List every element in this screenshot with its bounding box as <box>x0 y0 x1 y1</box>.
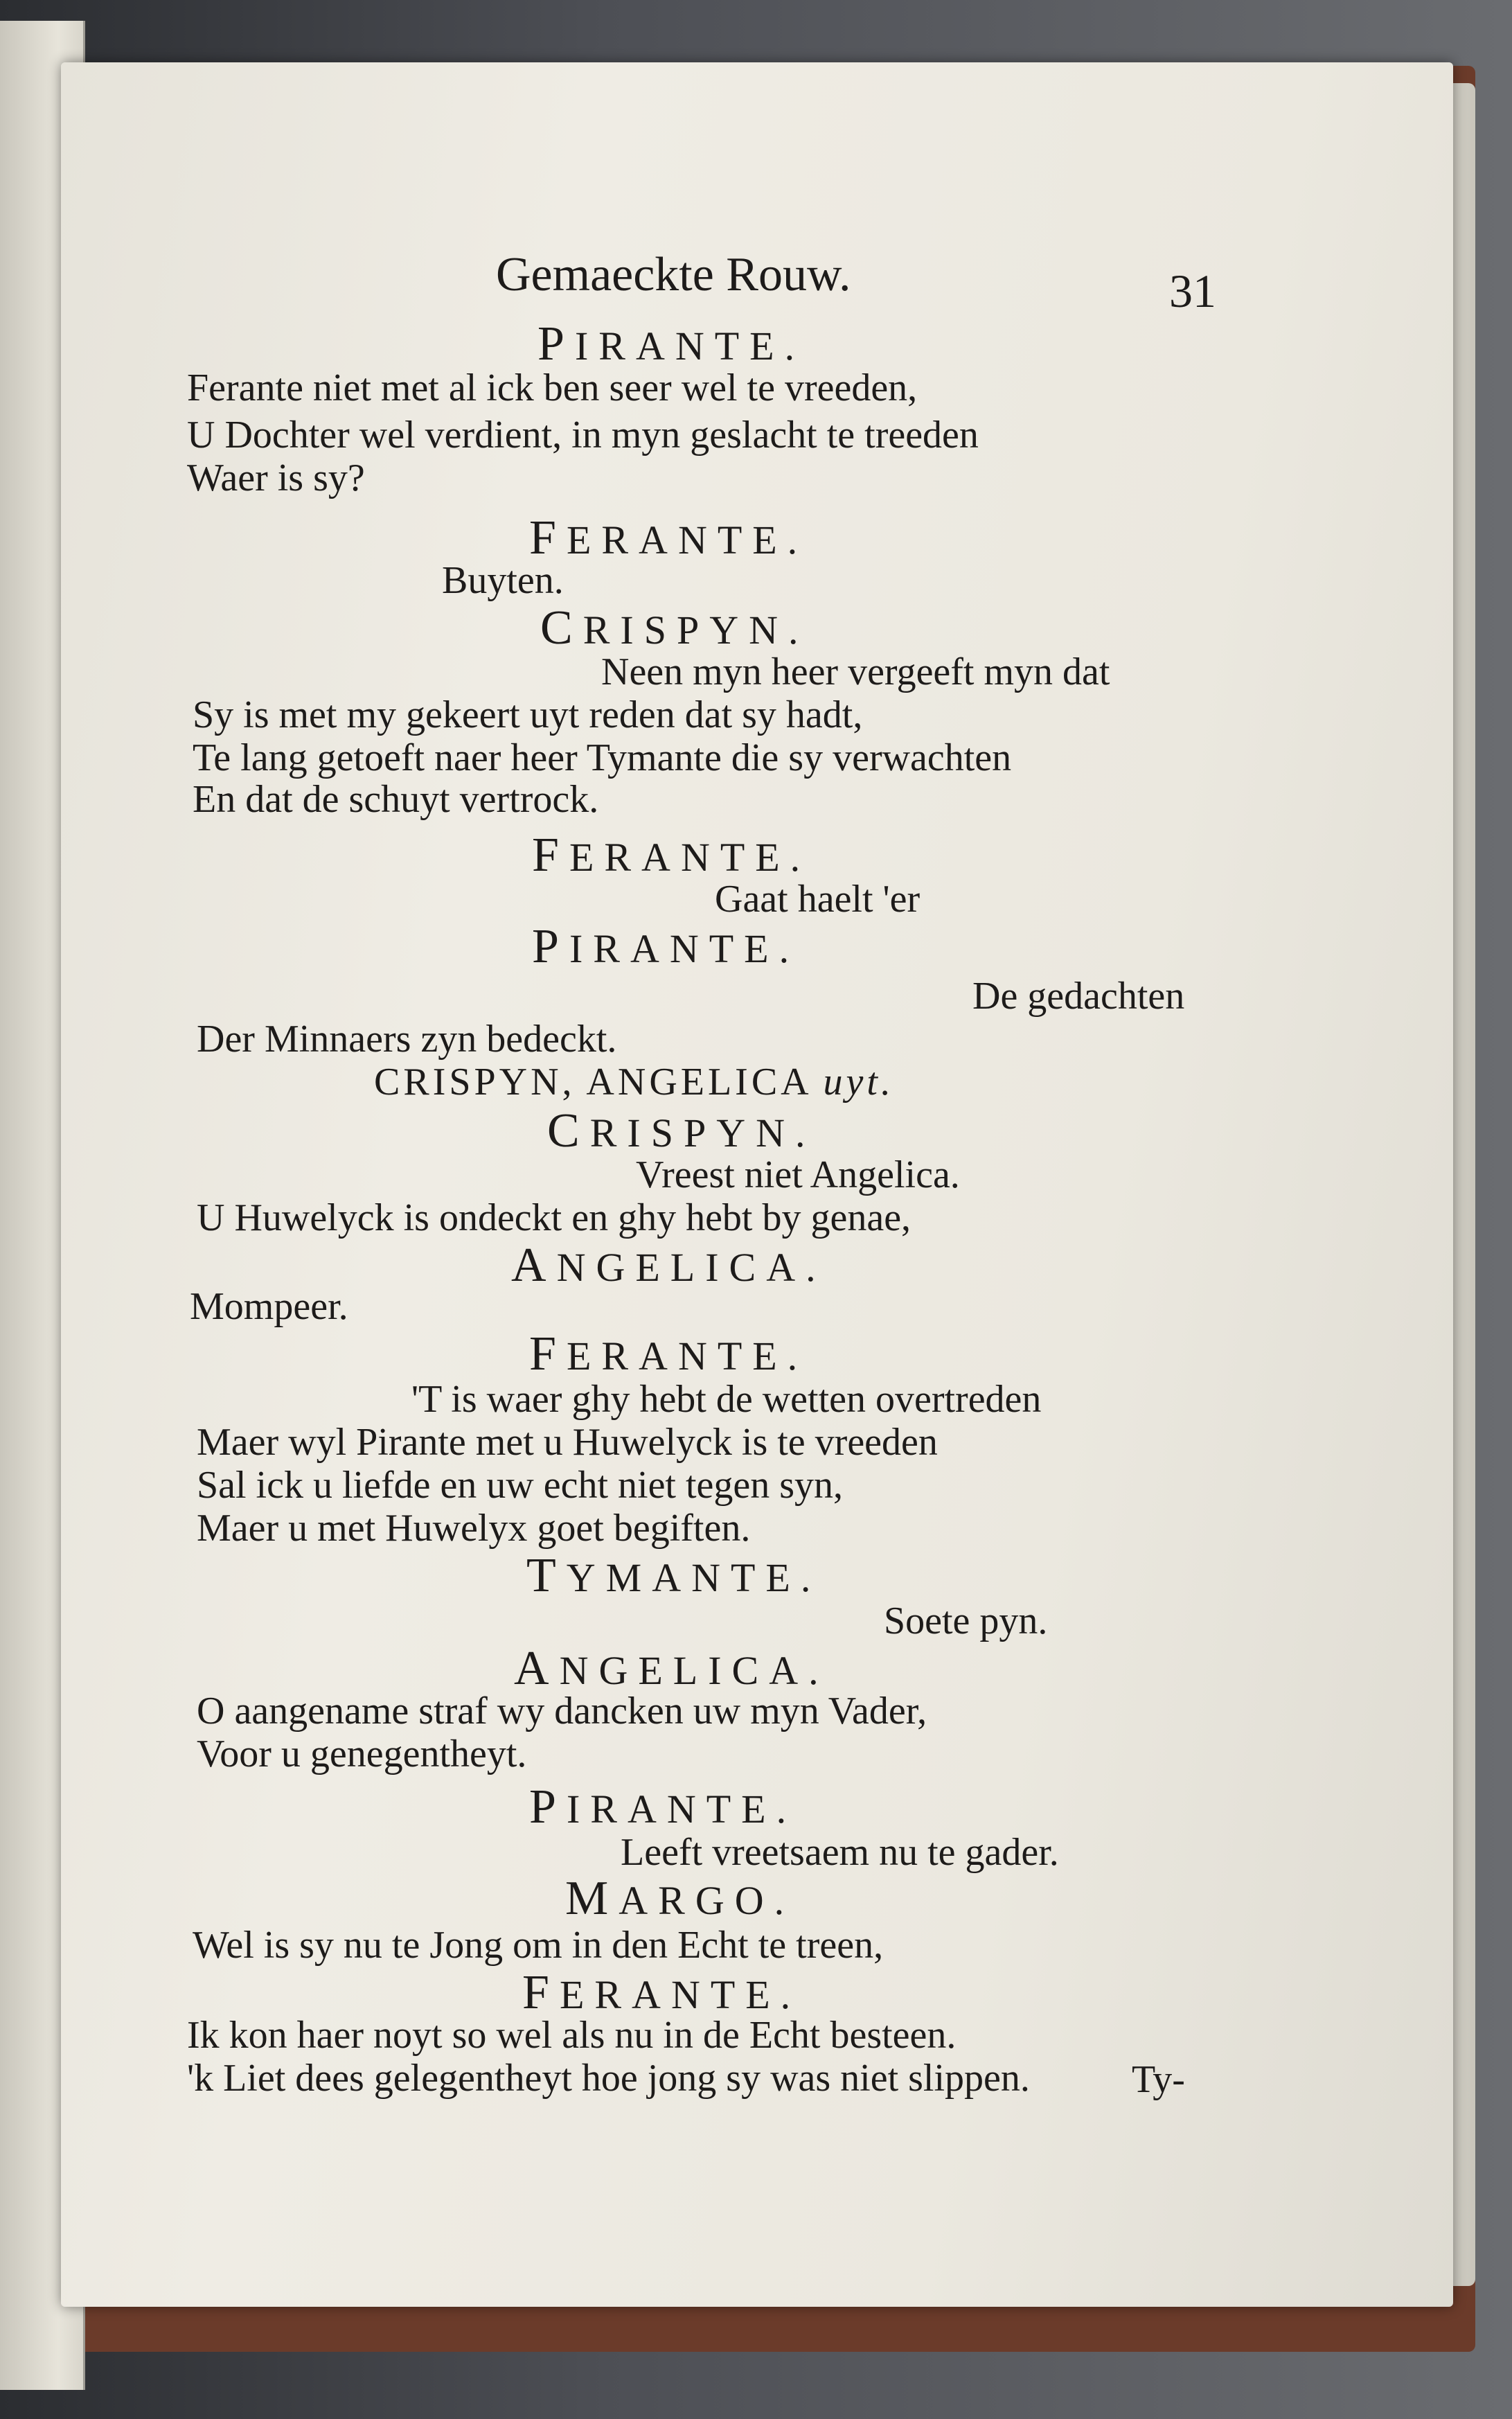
speaker-heading: FERANTE. <box>532 829 811 882</box>
verse-line: En dat de schuyt vertrock. <box>193 778 599 821</box>
verse-line: U Dochter wel verdient, in myn geslacht te treeden <box>187 414 979 457</box>
verse-line: Gaat haelt 'er <box>715 878 920 921</box>
verse-line: O aangename straf wy dancken uw myn Vader, <box>197 1690 927 1733</box>
verse-line: Der Minnaers zyn bedeckt. <box>197 1018 617 1061</box>
speaker-heading: MARGO. <box>565 1872 795 1925</box>
verse-line: Leeft vreetsaem nu te gader. <box>621 1831 1059 1874</box>
verse-line: Ferante niet met al ick ben seer wel te vreeden, <box>187 366 918 409</box>
verse-line: Te lang getoeft naer heer Tymante die sy verwachten <box>193 736 1012 779</box>
speaker-heading: FERANTE. <box>529 511 808 565</box>
verse-line: Voor u genegentheyt. <box>197 1733 527 1775</box>
stage-direction: CRISPYN, ANGELICA uyt. <box>374 1061 894 1104</box>
speaker-heading: CRISPYN. <box>547 1104 816 1158</box>
speaker-heading: PIRANTE. <box>537 317 806 371</box>
verse-line: Ik kon haer noyt so wel als nu in de Echt besteen. <box>187 2014 957 2057</box>
verse-line: Wel is sy nu te Jong om in den Echt te treen, <box>193 1924 884 1967</box>
verse-line: Sal ick u liefde en uw echt niet tegen syn, <box>197 1464 844 1507</box>
verse-line: De gedachten <box>972 975 1185 1018</box>
speaker-heading: PIRANTE. <box>532 920 800 973</box>
speaker-heading: FERANTE. <box>522 1966 801 2019</box>
verse-line: Soete pyn. <box>884 1600 1048 1642</box>
verse-line: Neen myn heer vergeeft myn dat <box>601 650 1110 693</box>
running-header: Gemaeckte Rouw. <box>496 248 851 301</box>
verse-line: Mompeer. <box>190 1285 348 1328</box>
verse-line: Sy is met my gekeert uyt reden dat sy hadt, <box>193 693 863 736</box>
speaker-heading: TYMANTE. <box>526 1549 821 1602</box>
verse-line: U Huwelyck is ondeckt en ghy hebt by genae, <box>197 1196 911 1239</box>
verse-line: Buyten. <box>442 559 564 602</box>
speaker-heading: FERANTE. <box>529 1327 808 1381</box>
verse-line: 'T is waer ghy hebt de wetten overtreden <box>411 1378 1042 1421</box>
verse-line: 'k Liet dees gelegentheyt hoe jong sy was niet slippen. <box>187 2057 1030 2100</box>
page-number: 31 <box>1169 265 1216 317</box>
book-page <box>61 62 1453 2307</box>
speaker-heading: PIRANTE. <box>529 1780 797 1834</box>
verse-line: Maer u met Huwelyx goet begiften. <box>197 1507 751 1550</box>
speaker-heading: ANGELICA. <box>511 1239 826 1292</box>
verse-line: Waer is sy? <box>187 457 365 499</box>
catchword: Ty- <box>1132 2058 1185 2101</box>
verse-line: Vreest niet Angelica. <box>636 1153 960 1196</box>
verse-line: Maer wyl Pirante met u Huwelyck is te vreeden <box>197 1421 938 1464</box>
speaker-heading: CRISPYN. <box>540 601 809 655</box>
speaker-heading: ANGELICA. <box>514 1642 829 1695</box>
